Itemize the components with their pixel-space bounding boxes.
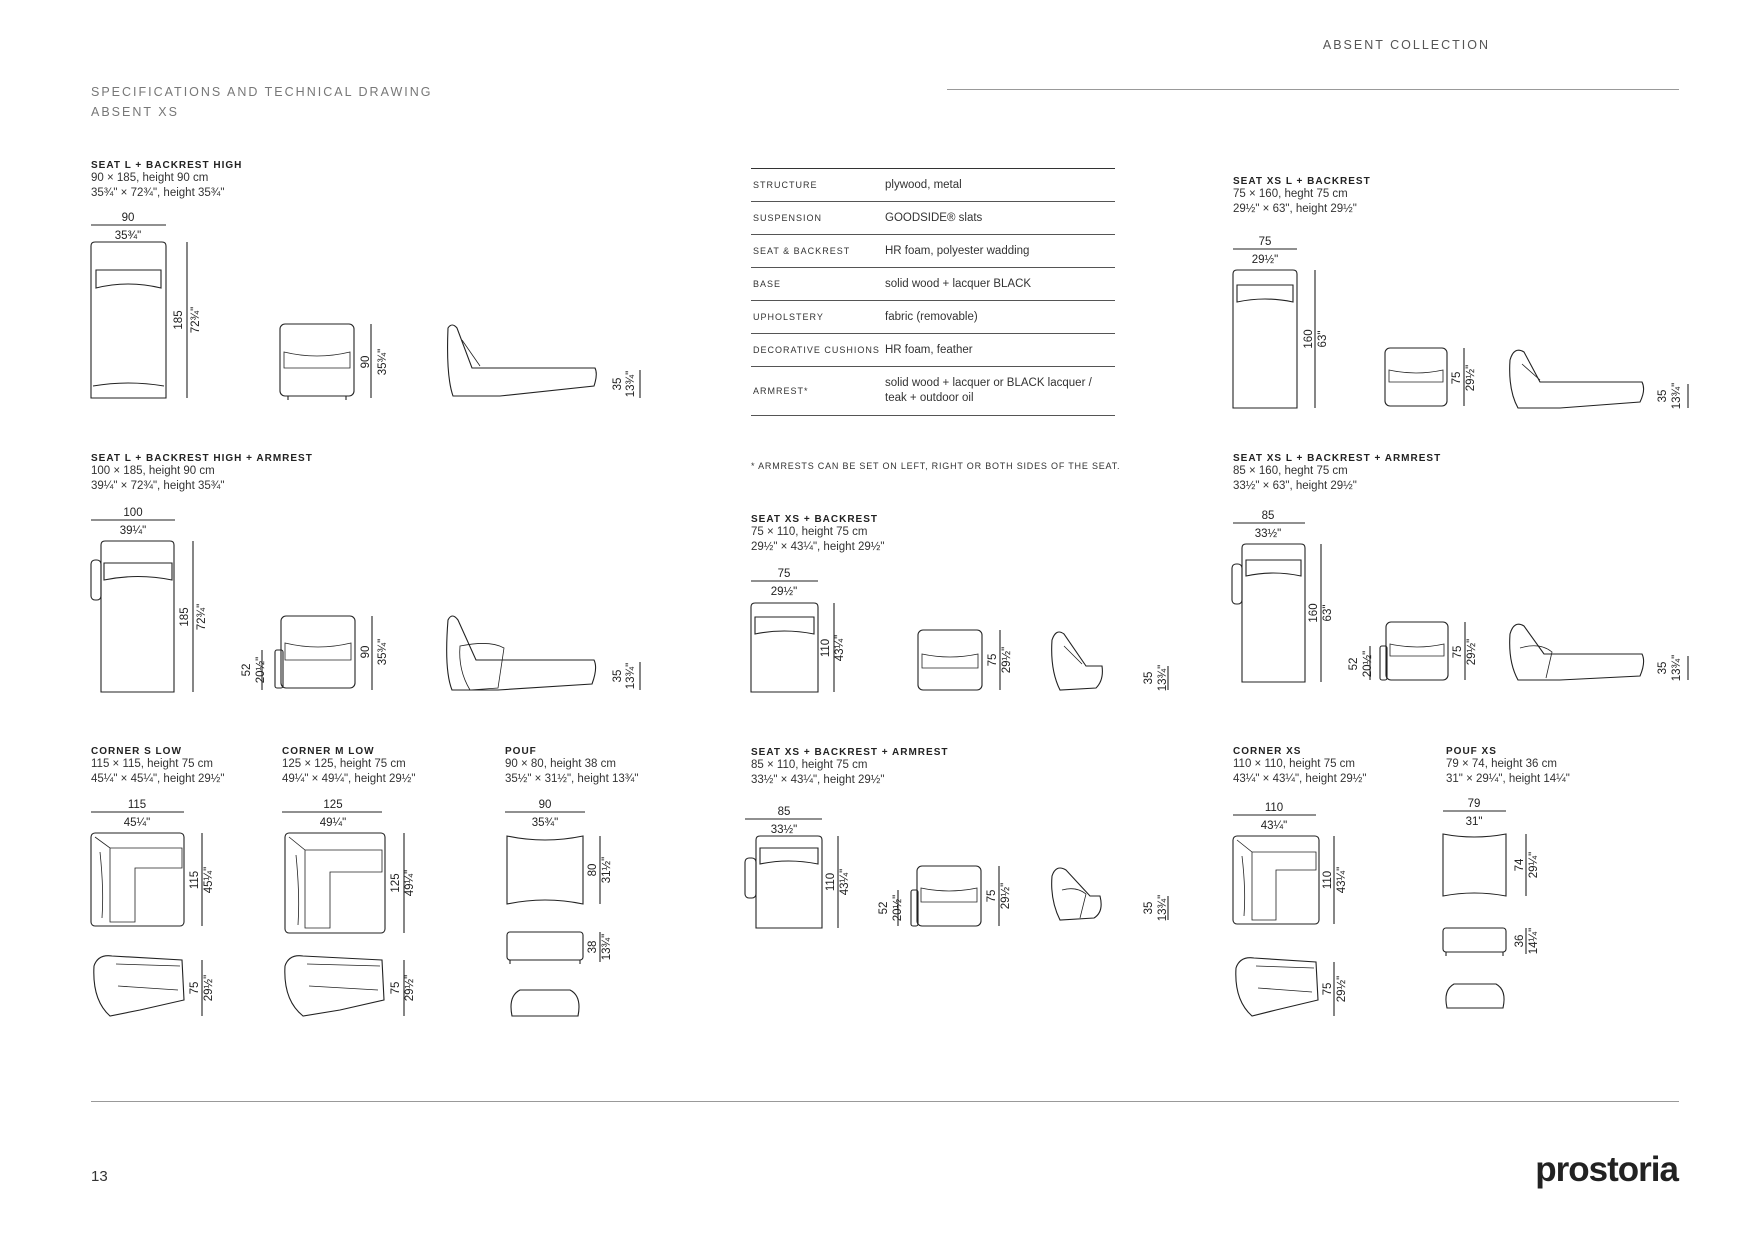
dim-label: 72¾" (190, 306, 202, 334)
spec-key: UPHOLSTERY (753, 312, 824, 322)
item-dims-cm: 79 × 74, height 36 cm (1446, 758, 1557, 770)
spec-key: SUSPENSION (753, 213, 823, 223)
spec-value: solid wood + lacquer or BLACK lacquer / teak + outdoor oil (885, 377, 1092, 404)
dim-label: 13¾" (625, 662, 637, 690)
item-title: POUF (505, 746, 537, 757)
drawing-corner-xs (1233, 802, 1348, 1016)
dim-label: 80 (587, 863, 599, 877)
dim-label: 75 (189, 981, 201, 995)
dim-label: 33½" (1254, 528, 1282, 540)
subsection-title: ABSENT XS (91, 105, 179, 119)
dim-label: 63" (1322, 604, 1334, 622)
dim-label: 110 (820, 638, 832, 658)
dim-label: 31½" (601, 856, 613, 884)
item-dims-cm: 110 × 110, height 75 cm (1233, 758, 1356, 770)
dim-label: 35 (1657, 389, 1669, 403)
dim-label: 29½" (1251, 254, 1279, 266)
dim-label: 35 (1657, 661, 1669, 675)
dim-label: 35 (612, 669, 624, 683)
dim-label: 75 (1452, 645, 1464, 659)
dim-label: 43¼" (1336, 866, 1348, 894)
dim-label: 13¾" (1671, 654, 1683, 682)
dim-label: 20½" (1362, 650, 1374, 678)
item-dims-cm: 125 × 125, height 75 cm (282, 758, 406, 770)
spec-value: HR foam, feather (885, 343, 973, 356)
item-dims-in: 33½" × 43¼", height 29½" (751, 774, 885, 786)
dim-label: 100 (123, 507, 143, 519)
dim-label: 20½" (892, 894, 904, 922)
dim-label: 35¾" (114, 230, 142, 242)
dim-label: 75 (1258, 236, 1272, 248)
dim-label: 14¼" (1528, 927, 1540, 955)
dim-label: 33½" (770, 824, 798, 836)
dim-label: 115 (189, 870, 201, 890)
item-title: POUF XS (1446, 746, 1497, 757)
dim-label: 160 (1308, 603, 1320, 623)
item-title: SEAT XS L + BACKREST + ARMREST (1233, 453, 1442, 464)
dim-label: 160 (1303, 329, 1315, 349)
item-dims-cm: 100 × 185, height 90 cm (91, 465, 215, 477)
item-dims-cm: 115 × 115, height 75 cm (91, 758, 214, 770)
dim-label: 35 (1143, 671, 1155, 685)
dim-label: 75 (1322, 982, 1334, 996)
dim-label: 43¼" (834, 634, 846, 662)
item-dims-cm: 75 × 110, height 75 cm (751, 526, 868, 538)
item-title: CORNER XS (1233, 746, 1302, 757)
dim-label: 74 (1514, 858, 1526, 872)
section-title: SPECIFICATIONS AND TECHNICAL DRAWING (91, 85, 433, 99)
dim-label: 63" (1317, 330, 1329, 348)
item-dims-cm: 85 × 160, heght 75 cm (1233, 465, 1348, 477)
armrest-note: * ARMRESTS CAN BE SET ON LEFT, RIGHT OR BOTH SIDES OF THE SEAT. (751, 461, 1121, 471)
item-dims-cm: 85 × 110, height 75 cm (751, 759, 868, 771)
drawing-pouf-xs (1443, 798, 1540, 1008)
dim-label: 29½" (1466, 638, 1478, 666)
dim-label: 90 (360, 355, 372, 369)
collection-title: ABSENT COLLECTION (1322, 38, 1490, 52)
item-title: SEAT XS + BACKREST (751, 514, 878, 525)
item-dims-in: 45¼" × 45¼", height 29½" (91, 773, 225, 785)
item-title: SEAT XS + BACKREST + ARMREST (751, 747, 949, 758)
item-dims-in: 43¼" × 43¼", height 29½" (1233, 773, 1367, 785)
dim-label: 45¼" (203, 866, 215, 894)
dim-label: 29½" (1001, 646, 1013, 674)
spec-key: BASE (753, 279, 782, 289)
dim-label: 75 (777, 568, 791, 580)
item-dims-cm: 90 × 185, height 90 cm (91, 172, 209, 184)
dim-label: 13¾" (601, 933, 613, 961)
dim-label: 72¾" (196, 603, 208, 631)
dim-label: 29½" (203, 974, 215, 1002)
brand-logo: prostoria (1535, 1150, 1678, 1189)
dim-label: 52 (878, 901, 890, 915)
spec-key: SEAT & BACKREST (753, 246, 851, 256)
dim-label: 110 (1264, 802, 1284, 814)
dim-label: 85 (777, 806, 791, 818)
drawing-seat-l-backrest-high-armrest (91, 507, 640, 692)
dim-label: 125 (323, 799, 343, 811)
dim-label: 52 (241, 663, 253, 677)
dim-label: 185 (179, 607, 191, 627)
dim-label: 35 (1143, 901, 1155, 915)
spec-value: fabric (removable) (885, 310, 978, 323)
item-dims-in: 39¼" × 72¾", height 35¾" (91, 480, 225, 492)
spec-value: plywood, metal (885, 178, 962, 191)
item-dims-in: 33½" × 63", height 29½" (1233, 480, 1357, 492)
item-title: SEAT L + BACKREST HIGH (91, 160, 243, 171)
dim-label: 110 (825, 872, 837, 892)
page-number: 13 (91, 1168, 108, 1185)
dim-label: 49¼" (319, 817, 347, 829)
dim-label: 52 (1348, 657, 1360, 671)
dim-label: 45¼" (123, 817, 151, 829)
dim-label: 29½" (1465, 364, 1477, 392)
dim-label: 85 (1261, 510, 1275, 522)
item-title: CORNER S LOW (91, 746, 182, 757)
dim-label: 38 (587, 940, 599, 954)
dim-label: 35¾" (531, 817, 559, 829)
dim-label: 35 (612, 377, 624, 391)
item-title: SEAT XS L + BACKREST (1233, 176, 1371, 187)
dim-label: 110 (1322, 870, 1334, 890)
dim-label: 49¼" (404, 869, 416, 897)
dim-label: 75 (390, 981, 402, 995)
dim-label: 35¾" (377, 638, 389, 666)
dim-label: 36 (1514, 934, 1526, 948)
drawing-corner-m-low (282, 799, 416, 1016)
dim-label: 79 (1467, 798, 1481, 810)
item-dims-in: 31" × 29¼", height 14¼" (1446, 773, 1570, 785)
dim-label: 90 (360, 645, 372, 659)
dim-label: 90 (121, 212, 135, 224)
dim-label: 29¼" (1528, 851, 1540, 879)
dim-label: 43¼" (839, 868, 851, 896)
drawing-seat-l-backrest-high (91, 212, 640, 400)
spec-key: STRUCTURE (753, 180, 818, 190)
dim-label: 185 (173, 310, 185, 330)
spec-value: solid wood + lacquer BLACK (885, 277, 1032, 290)
dim-label: 20½" (255, 656, 267, 684)
dim-label: 75 (987, 653, 999, 667)
footer-divider (91, 1101, 1679, 1102)
drawing-seat-xs-l-backrest (1233, 236, 1688, 409)
dim-label: 13¾" (1157, 894, 1169, 922)
dim-label: 13¾" (625, 370, 637, 398)
item-dims-in: 49¼" × 49¼", height 29½" (282, 773, 416, 785)
drawing-seat-xs-backrest-armrest (745, 806, 1169, 928)
item-dims-in: 29½" × 63", height 29½" (1233, 203, 1357, 215)
dim-label: 125 (390, 873, 402, 893)
item-dims-in: 35½" × 31½", height 13¾" (505, 773, 639, 785)
dim-label: 29½" (770, 586, 798, 598)
dim-label: 29½" (404, 974, 416, 1002)
dim-label: 75 (986, 889, 998, 903)
dim-label: 31" (1465, 816, 1483, 828)
drawing-corner-s-low (91, 799, 215, 1016)
dim-label: 29½" (1000, 882, 1012, 910)
item-dims-cm: 90 × 80, height 38 cm (505, 758, 616, 770)
dim-label: 90 (538, 799, 552, 811)
dim-label: 39¼" (119, 525, 147, 537)
item-title: SEAT L + BACKREST HIGH + ARMREST (91, 453, 313, 464)
dim-label: 43¼" (1260, 820, 1288, 832)
spec-key: DECORATIVE CUSHIONS (753, 345, 880, 355)
item-dims-in: 35¾" × 72¾", height 35¾" (91, 187, 225, 199)
spec-value: GOODSIDE® slats (885, 211, 983, 224)
dim-label: 75 (1451, 371, 1463, 385)
spec-value: HR foam, polyester wadding (885, 244, 1030, 257)
dim-label: 115 (127, 799, 147, 811)
item-dims-cm: 75 × 160, heght 75 cm (1233, 188, 1348, 200)
item-dims-in: 29½" × 43¼", height 29½" (751, 541, 885, 553)
drawing-pouf (505, 799, 613, 1016)
drawing-seat-xs-l-backrest-armrest (1232, 510, 1688, 682)
dim-label: 35¾" (377, 348, 389, 376)
dim-label: 13¾" (1671, 382, 1683, 410)
spec-key: ARMREST* (753, 386, 809, 396)
item-title: CORNER M LOW (282, 746, 375, 757)
dim-label: 13¾" (1157, 664, 1169, 692)
dim-label: 29½" (1336, 975, 1348, 1003)
drawing-seat-xs-backrest (751, 568, 1169, 692)
